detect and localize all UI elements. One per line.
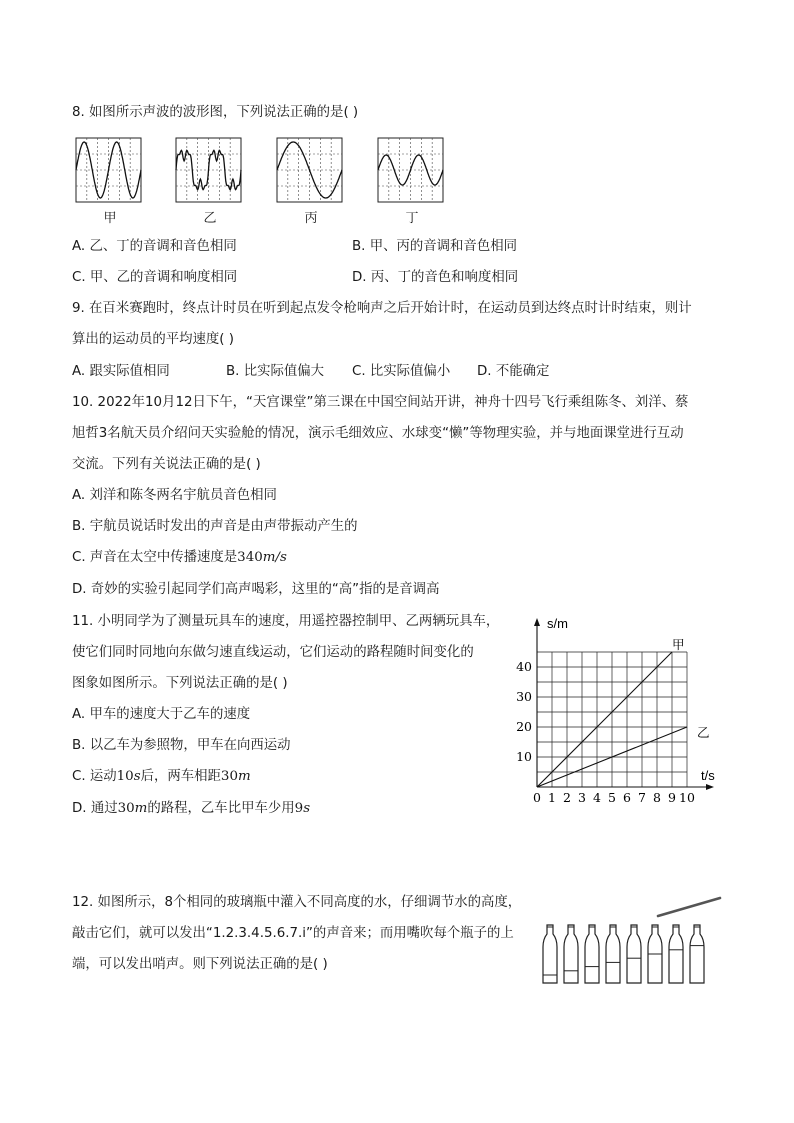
bottles-figure (535, 890, 725, 990)
q11-stem-line1: 11. 小明同学为了测量玩具车的速度，用遥控器控制甲、乙两辆玩具车， (72, 614, 500, 629)
q8-option-c: C. 甲、乙的音调和响度相同 (72, 270, 238, 285)
chart-y-tick-label: 10 (516, 749, 532, 764)
caption-bing: 丙 (304, 211, 318, 226)
waveform-ding (378, 138, 443, 202)
bottle (606, 925, 620, 983)
chart-x-tick-label: 7 (638, 790, 646, 805)
q8-waveforms (0, 0, 794, 240)
q11-option-c-value1: 10 (116, 769, 134, 784)
caption-ding: 丁 (405, 211, 419, 226)
chart-x-tick-label: 6 (623, 790, 631, 805)
q11-option-d-value2: 9 (294, 801, 304, 816)
q11-option-c-unit2: m (237, 769, 251, 784)
chart-series-line (537, 652, 672, 787)
s-t-chart (500, 610, 740, 810)
bottle (648, 925, 662, 983)
q10-option-c-unit: m/s (262, 550, 287, 565)
q10-stem-line1: 10. 2022年10月12日下午，“天宫课堂”第三课在中国空间站开讲，神舟十四号飞行乘组陈冬、刘洋、蔡 (72, 395, 689, 410)
bottle (543, 925, 557, 983)
q11-option-c-value2: 30 (220, 769, 238, 784)
caption-yi: 乙 (203, 211, 217, 226)
q9-stem-line1: 9. 在百米赛跑时，终点计时员在听到起点发令枪响声之后开始计时，在运动员到达终点时计时结束，则计 (72, 301, 692, 316)
q8-option-a: A. 乙、丁的音调和音色相同 (72, 239, 237, 254)
q11-option-c-mid: 后，两车相距 (140, 769, 221, 784)
bottle-outline (627, 925, 641, 983)
q11-option-c-unit1: s (133, 769, 141, 784)
q10-option-c (72, 548, 287, 568)
chart-x-tick-label: 8 (653, 790, 661, 805)
q10-option-d: D. 奇妙的实验引起同学们高声喝彩，这里的“高”指的是音调高 (72, 582, 440, 597)
bottle-outline (585, 925, 599, 983)
q11-option-d (72, 799, 310, 819)
q10-stem-line3: 交流。下列有关说法正确的是( ) (72, 457, 261, 472)
chart-y-tick-label: 20 (516, 719, 532, 734)
q11-option-a: A. 甲车的速度大于乙车的速度 (72, 707, 251, 722)
bottle-outline (543, 925, 557, 983)
chart-x-tick-label: 4 (593, 790, 601, 805)
chart-y-label: s/m (547, 616, 568, 631)
q10-option-b: B. 宇航员说话时发出的声音是由声带振动产生的 (72, 519, 358, 534)
q9-option-d: D. 不能确定 (477, 364, 550, 379)
chart-x-tick-label: 3 (578, 790, 586, 805)
q9-option-a: A. 跟实际值相同 (72, 364, 170, 379)
waveform-yi (176, 138, 241, 202)
q11-option-b: B. 以乙车为参照物，甲车在向西运动 (72, 738, 291, 753)
waveform-jia (76, 138, 141, 202)
bottle (669, 925, 683, 983)
chart-y-tick-label: 40 (516, 659, 532, 674)
bottle-outline (606, 925, 620, 983)
q12-stem-line2: 敲击它们，就可以发出“1.2.3.4.5.6.7.i”的声音来；而用嘴吹每个瓶子的上 (72, 926, 514, 941)
q11-stem-line3: 图象如图所示。下列说法正确的是( ) (72, 676, 288, 691)
chart-x-tick-label: 1 (548, 790, 556, 805)
q11-stem-line2: 使它们同时同地向东做匀速直线运动，它们运动的路程随时间变化的 (72, 645, 474, 660)
bottle (690, 925, 704, 983)
chart-series-label: 甲 (672, 638, 685, 652)
chart-x-arrow (706, 784, 714, 790)
q9-stem-line2: 算出的运动员的平均速度( ) (72, 332, 235, 347)
striking-stick (658, 898, 720, 916)
bottle (564, 925, 578, 983)
q8-option-b: B. 甲、丙的音调和音色相同 (352, 239, 517, 254)
chart-x-tick-label: 9 (668, 790, 676, 805)
bottle (627, 925, 641, 983)
q11-option-d-unit1: m (134, 801, 148, 816)
chart-y-tick-label: 30 (516, 689, 532, 704)
caption-jia: 甲 (103, 211, 117, 226)
q12-stem-line1: 12. 如图所示，8个相同的玻璃瓶中灌入不同高度的水，仔细调节水的高度， (72, 895, 522, 910)
chart-x-label: t/s (701, 768, 715, 783)
chart-x-tick-label: 10 (679, 790, 695, 805)
q9-option-c: C. 比实际值偏小 (352, 364, 451, 379)
chart-x-tick-label: 2 (563, 790, 571, 805)
waveform-bing (277, 138, 342, 202)
q10-stem-line2: 旭哲3名航天员介绍问天实验舱的情况，演示毛细效应、水球变“懒”等物理实验，并与地面课堂进行互动 (72, 426, 684, 441)
chart-series-label: 乙 (697, 726, 710, 740)
chart-x-tick-label: 0 (533, 790, 541, 805)
q10-option-c-value: 340 (237, 550, 263, 565)
q11-option-d-unit2: s (303, 801, 311, 816)
bottle (585, 925, 599, 983)
q8-stem: 8. 如图所示声波的波形图，下列说法正确的是( ) (72, 105, 359, 120)
q10-option-a: A. 刘洋和陈冬两名宇航员音色相同 (72, 488, 277, 503)
q11-option-d-prefix: D. 通过 (72, 801, 118, 816)
chart-y-arrow (534, 618, 540, 626)
q11-option-c-prefix: C. 运动 (72, 769, 117, 784)
bottle-outline (669, 925, 683, 983)
q12-stem-line3: 端，可以发出哨声。则下列说法正确的是( ) (72, 957, 328, 972)
q11-option-d-mid: 的路程，乙车比甲车少用 (147, 801, 295, 816)
q11-option-d-value1: 30 (117, 801, 135, 816)
q9-option-b: B. 比实际值偏大 (226, 364, 325, 379)
chart-x-tick-label: 5 (608, 790, 616, 805)
q11-option-c (72, 767, 251, 787)
bottle-outline (564, 925, 578, 983)
chart-grid (537, 652, 687, 787)
q10-option-c-text: C. 声音在太空中传播速度是 (72, 550, 238, 565)
bottle-outline (690, 925, 704, 983)
q8-option-d: D. 丙、丁的音色和响度相同 (352, 270, 519, 285)
